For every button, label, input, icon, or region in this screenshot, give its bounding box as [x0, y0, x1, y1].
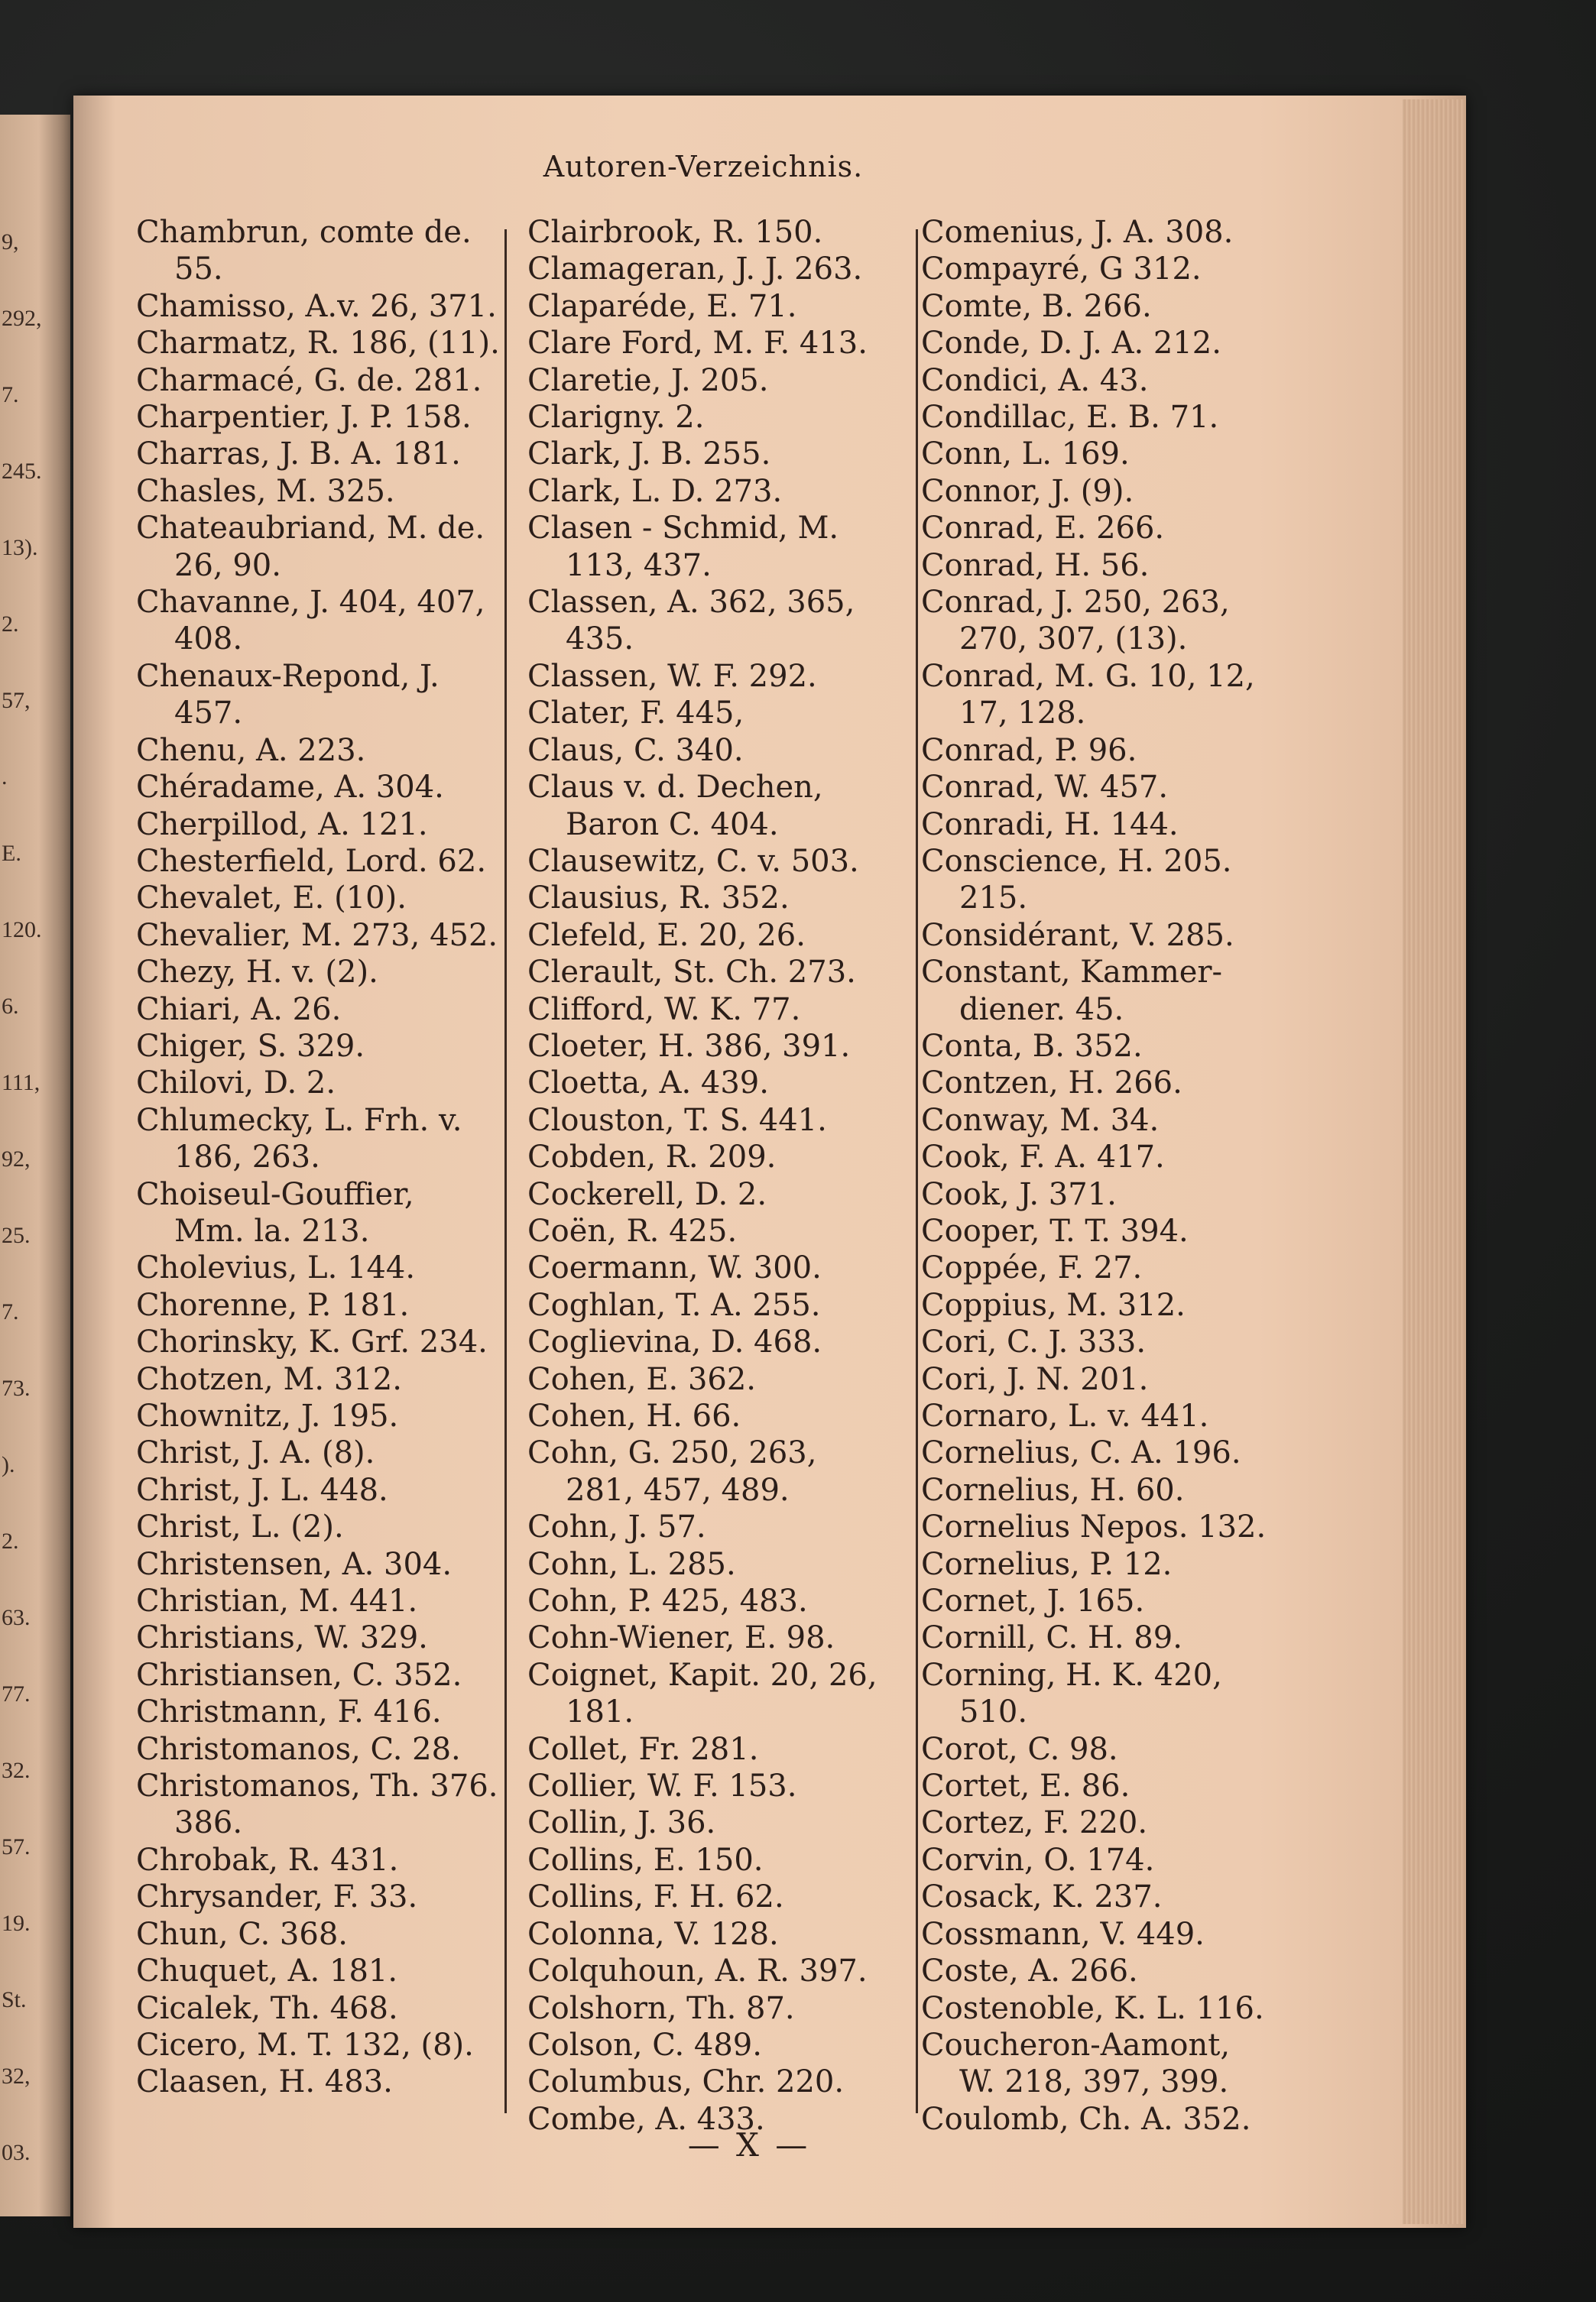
index-entry: Cloeter, H. 386, 391. — [527, 1028, 851, 1064]
index-entry-continuation: 55. — [174, 251, 223, 287]
index-entry: Cobden, R. 209. — [527, 1140, 777, 1175]
left-page-fragment: 9, — [2, 229, 19, 255]
index-entry: Cholevius, L. 144. — [136, 1250, 416, 1286]
index-column-2 — [527, 214, 925, 2138]
left-page-fragment: 7. — [2, 382, 19, 407]
index-entry: Cortet, E. 86. — [921, 1769, 1130, 1804]
index-entry: Cicalek, Th. 468. — [136, 1990, 398, 2026]
index-entry: Collet, Fr. 281. — [527, 1731, 759, 1767]
index-entry: Christ, L. (2). — [136, 1509, 344, 1545]
index-entry: Chenu, A. 223. — [136, 732, 366, 768]
left-page-fragment: ). — [2, 1452, 15, 1477]
index-entry: Clasen - Schmid, M. — [527, 511, 839, 546]
index-entry: Christomanos, Th. 376. — [136, 1769, 498, 1804]
index-entry: Coppius, M. 312. — [921, 1287, 1186, 1323]
index-entry: Cornaro, L. v. 441. — [921, 1399, 1209, 1434]
left-page-fragment: 73. — [2, 1376, 31, 1401]
left-page-fragment: 111, — [2, 1070, 41, 1095]
index-entry: Chambrun, comte de. — [136, 215, 472, 250]
left-page-fragment: 25. — [2, 1223, 31, 1248]
index-entry: Cloetta, A. 439. — [527, 1065, 769, 1101]
index-entry-continuation: 457. — [174, 695, 243, 731]
left-page-fragment: 2. — [2, 611, 19, 637]
index-entry: Chateaubriand, M. de. — [136, 511, 485, 546]
index-entry: Chevalier, M. 273, 452. — [136, 917, 498, 953]
index-entry: Costenoble, K. L. 116. — [921, 1990, 1264, 2026]
index-entry: Clifford, W. K. 77. — [527, 991, 801, 1027]
index-entry-continuation: Mm. la. 213. — [174, 1213, 370, 1249]
index-entry: Compayré, G 312. — [921, 251, 1202, 287]
index-entry: Cohen, E. 362. — [527, 1361, 757, 1397]
page-header: Autoren-Verzeichnis. — [543, 150, 864, 183]
index-entry: Colonna, V. 128. — [527, 1916, 779, 1952]
index-entry: Conway, M. 34. — [921, 1102, 1160, 1138]
index-entry: Conscience, H. 205. — [921, 843, 1232, 879]
index-entry: Christomanos, C. 28. — [136, 1731, 461, 1767]
index-entry: Chesterfield, Lord. 62. — [136, 843, 487, 879]
index-entry: Clark, J. B. 255. — [527, 436, 771, 472]
index-entry: Constant, Kammer- — [921, 955, 1223, 991]
index-entry: Chrysander, F. 33. — [136, 1879, 418, 1915]
index-entry: Cockerell, D. 2. — [527, 1176, 767, 1212]
index-entry: Corning, H. K. 420, — [921, 1657, 1222, 1693]
index-entry: Clausius, R. 352. — [527, 880, 790, 916]
index-entry: Cossmann, V. 449. — [921, 1916, 1205, 1952]
index-entry: Clairbrook, R. 150. — [527, 215, 823, 250]
left-page-fragment: 57. — [2, 1834, 31, 1859]
index-entry: Christiansen, C. 352. — [136, 1657, 462, 1693]
index-entry: Cohn, J. 57. — [527, 1509, 706, 1545]
index-entry: Cori, J. N. 201. — [921, 1361, 1149, 1397]
index-entry: Conta, B. 352. — [921, 1028, 1143, 1064]
index-entry: Columbus, Chr. 220. — [527, 2064, 845, 2100]
left-page-fragment: 57, — [2, 688, 31, 713]
index-entry: Cornelius, H. 60. — [921, 1472, 1185, 1508]
index-entry-continuation: 408. — [174, 621, 243, 657]
left-page-fragment: 03. — [2, 2140, 31, 2165]
index-entry: Clarigny. 2. — [527, 400, 705, 436]
index-entry: Cooper, T. T. 394. — [921, 1213, 1189, 1249]
index-entry: Cornill, C. H. 89. — [921, 1620, 1182, 1656]
index-entry: Collins, F. H. 62. — [527, 1879, 784, 1915]
index-entry: Claus v. d. Dechen, — [527, 770, 823, 806]
index-entry: Clausewitz, C. v. 503. — [527, 843, 859, 879]
index-entry: Choiseul-Gouffier, — [136, 1176, 414, 1212]
index-entry: Cornelius, C. A. 196. — [921, 1435, 1241, 1471]
index-entry-continuation: Baron C. 404. — [566, 806, 779, 842]
index-entry: Condillac, E. B. 71. — [921, 400, 1219, 436]
index-entry: Comenius, J. A. 308. — [921, 215, 1234, 250]
index-entry: Cortez, F. 220. — [921, 1805, 1148, 1841]
index-entry: Conrad, J. 250, 263, — [921, 585, 1230, 621]
index-entry: Chavanne, J. 404, 407, — [136, 585, 485, 621]
index-entry: Corot, C. 98. — [921, 1731, 1118, 1767]
index-entry: Cicero, M. T. 132, (8). — [136, 2027, 474, 2063]
index-entry: Cohn, G. 250, 263, — [527, 1435, 817, 1471]
index-entry: Clare Ford, M. F. 413. — [527, 326, 868, 362]
index-entry: Clerault, St. Ch. 273. — [527, 955, 856, 991]
index-entry: Clouston, T. S. 441. — [527, 1102, 827, 1138]
index-entry: Coucheron-Aamont, — [921, 2027, 1231, 2063]
index-entry: Cohn, L. 285. — [527, 1546, 736, 1582]
index-entry: Chéradame, A. 304. — [136, 770, 444, 806]
index-column-3 — [921, 214, 1349, 2138]
index-entry: Collin, J. 36. — [527, 1805, 716, 1841]
index-entry: Corvin, O. 174. — [921, 1842, 1155, 1878]
index-entry: Cori, C. J. 333. — [921, 1324, 1147, 1360]
index-entry: Christ, J. A. (8). — [136, 1435, 375, 1471]
left-page-fragment: 77. — [2, 1681, 31, 1707]
index-entry: Chlumecky, L. Frh. v. — [136, 1102, 462, 1138]
index-entry-continuation: 215. — [959, 880, 1028, 916]
index-entry-continuation: 181. — [566, 1694, 634, 1730]
index-entry: Christmann, F. 416. — [136, 1694, 442, 1730]
left-page-fragment: 7. — [2, 1299, 19, 1324]
index-entry: Classen, W. F. 292. — [527, 658, 817, 694]
index-entry: Chuquet, A. 181. — [136, 1953, 398, 1989]
index-entry-continuation: 435. — [566, 621, 634, 657]
index-entry: Chenaux-Repond, J. — [136, 658, 440, 694]
index-entry: Claretie, J. 205. — [527, 362, 769, 398]
index-entry: Charmacé, G. de. 281. — [136, 362, 482, 398]
left-page-fragment: 120. — [2, 917, 42, 942]
index-entry: Claparéde, E. 71. — [527, 288, 797, 324]
index-entry: Charmatz, R. 186, (11). — [136, 326, 500, 362]
index-entry-continuation: 26, 90. — [174, 547, 281, 583]
index-entry: Clamageran, J. J. 263. — [527, 251, 863, 287]
index-entry: Collier, W. F. 153. — [527, 1769, 797, 1804]
index-entry: Conrad, P. 96. — [921, 732, 1137, 768]
index-entry: Cornelius, P. 12. — [921, 1546, 1173, 1582]
index-entry: Christensen, A. 304. — [136, 1546, 453, 1582]
left-page-fragment: 292, — [2, 306, 42, 331]
index-entry-continuation: 113, 437. — [566, 547, 712, 583]
index-entry: Coste, A. 266. — [921, 1953, 1138, 1989]
index-entry: Conn, L. 169. — [921, 436, 1130, 472]
index-entry: Condici, A. 43. — [921, 362, 1149, 398]
index-entry: Comte, B. 266. — [921, 288, 1152, 324]
index-entry: Coën, R. 425. — [527, 1213, 738, 1249]
index-entry: Cook, J. 371. — [921, 1176, 1117, 1212]
index-entry: Chiger, S. 329. — [136, 1028, 365, 1064]
index-entry: Clater, F. 445, — [527, 695, 744, 731]
index-entry: Colquhoun, A. R. 397. — [527, 1953, 868, 1989]
index-entry: Charras, J. B. A. 181. — [136, 436, 461, 472]
index-entry: Coermann, W. 300. — [527, 1250, 822, 1286]
index-entry: Conde, D. J. A. 212. — [921, 326, 1221, 362]
index-entry: Coulomb, Ch. A. 352. — [921, 2101, 1251, 2137]
index-column-1 — [136, 214, 511, 2101]
index-entry: Cosack, K. 237. — [921, 1879, 1163, 1915]
index-entry: Coghlan, T. A. 255. — [527, 1287, 821, 1323]
index-entry: Clefeld, E. 20, 26. — [527, 917, 806, 953]
index-entry: Conrad, W. 457. — [921, 770, 1169, 806]
index-entry: Coglievina, D. 468. — [527, 1324, 822, 1360]
left-page-fragment: 19. — [2, 1911, 31, 1936]
index-entry: Chotzen, M. 312. — [136, 1361, 402, 1397]
left-page-fragment: 63. — [2, 1605, 31, 1630]
index-entry: Christian, M. 441. — [136, 1584, 418, 1620]
index-entry: Coppée, F. 27. — [921, 1250, 1143, 1286]
left-page-fragment: 2. — [2, 1529, 19, 1554]
left-page-fragment: 245. — [2, 459, 42, 484]
index-entry-continuation: 510. — [959, 1694, 1028, 1730]
index-entry: Chorenne, P. 181. — [136, 1287, 410, 1323]
index-entry: Clark, L. D. 273. — [527, 473, 783, 509]
index-entry: Christ, J. L. 448. — [136, 1472, 388, 1508]
left-page-fragment: St. — [2, 1987, 27, 2012]
index-entry: Chiari, A. 26. — [136, 991, 342, 1027]
index-entry: Chorinsky, K. Grf. 234. — [136, 1324, 488, 1360]
index-entry: Chun, C. 368. — [136, 1916, 348, 1952]
index-entry: Cornet, J. 165. — [921, 1584, 1145, 1620]
index-entry-continuation: 386. — [174, 1805, 243, 1841]
index-entry: Cornelius Nepos. 132. — [921, 1509, 1267, 1545]
left-page-fragment: 13). — [2, 535, 38, 560]
index-entry: Colshorn, Th. 87. — [527, 1990, 795, 2026]
index-entry: Classen, A. 362, 365, — [527, 585, 855, 621]
left-page-fragment: E. — [2, 841, 21, 866]
index-entry-continuation: W. 218, 397, 399. — [959, 2064, 1229, 2100]
index-entry: Christians, W. 329. — [136, 1620, 428, 1656]
index-entry: Charpentier, J. P. 158. — [136, 400, 472, 436]
index-entry: Cherpillod, A. 121. — [136, 806, 428, 842]
index-entry: Conradi, H. 144. — [921, 806, 1179, 842]
index-entry: Cohn-Wiener, E. 98. — [527, 1620, 835, 1656]
index-entry: Chamisso, A.v. 26, 371. — [136, 288, 497, 324]
index-entry: Claus, C. 340. — [527, 732, 744, 768]
index-entry: Cohen, H. 66. — [527, 1399, 741, 1434]
index-entry: Combe, A. 433. — [527, 2101, 765, 2137]
index-entry-continuation: diener. 45. — [959, 991, 1124, 1027]
index-entry: Conrad, H. 56. — [921, 547, 1150, 583]
index-entry: Chevalet, E. (10). — [136, 880, 407, 916]
index-entry-continuation: 281, 457, 489. — [566, 1472, 790, 1508]
index-entry: Conrad, M. G. 10, 12, — [921, 658, 1255, 694]
left-page-fragment: . — [2, 764, 8, 789]
index-entry: Chilovi, D. 2. — [136, 1065, 336, 1101]
index-entry: Chrobak, R. 431. — [136, 1842, 399, 1878]
left-page-edge — [0, 115, 70, 2216]
index-entry: Connor, J. (9). — [921, 473, 1134, 509]
index-entry: Chezy, H. v. (2). — [136, 955, 378, 991]
left-page-fragment: 32, — [2, 2064, 31, 2089]
index-entry: Cohn, P. 425, 483. — [527, 1584, 808, 1620]
index-entry: Chasles, M. 325. — [136, 473, 395, 509]
index-entry: Contzen, H. 266. — [921, 1065, 1182, 1101]
index-entry: Claasen, H. 483. — [136, 2064, 393, 2100]
page-stack-edge — [1403, 99, 1465, 2224]
index-entry: Considérant, V. 285. — [921, 917, 1234, 953]
index-entry: Coignet, Kapit. 20, 26, — [527, 1657, 877, 1693]
index-entry: Conrad, E. 266. — [921, 511, 1165, 546]
index-entry-continuation: 186, 263. — [174, 1140, 320, 1175]
index-entry: Chownitz, J. 195. — [136, 1399, 399, 1434]
index-entry-continuation: 17, 128. — [959, 695, 1086, 731]
index-entry: Colson, C. 489. — [527, 2027, 762, 2063]
left-page-fragment: 6. — [2, 994, 19, 1019]
left-page-fragment: 92, — [2, 1146, 31, 1172]
page-number: — X — — [687, 2126, 811, 2164]
left-page-fragment: 32. — [2, 1758, 31, 1783]
index-entry: Cook, F. A. 417. — [921, 1140, 1165, 1175]
index-entry: Collins, E. 150. — [527, 1842, 764, 1878]
index-entry-continuation: 270, 307, (13). — [959, 621, 1188, 657]
